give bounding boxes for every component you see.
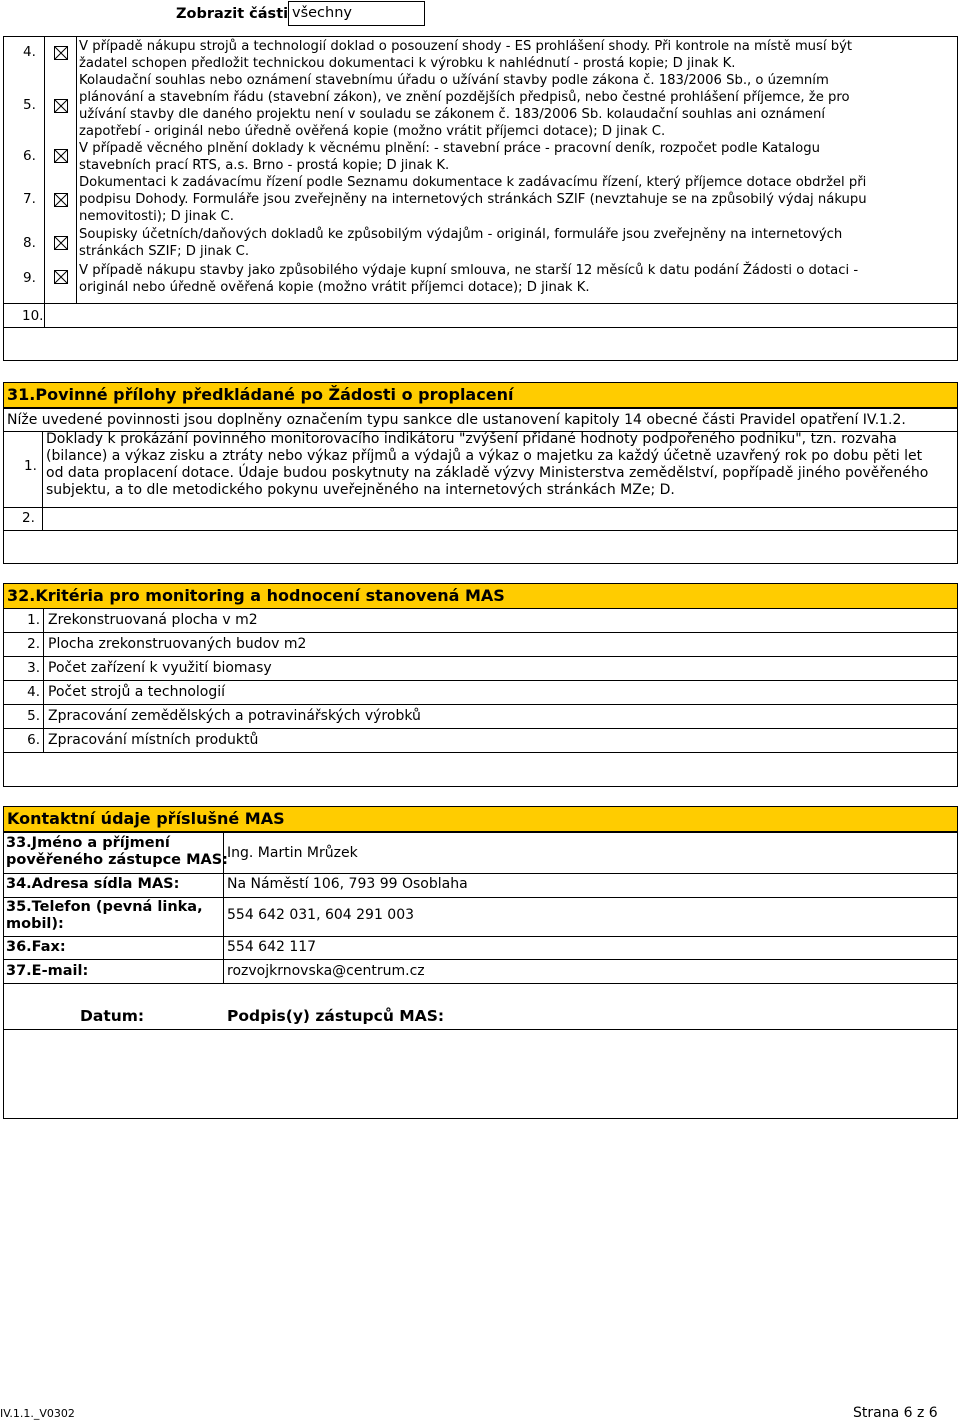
name-label: 33.Jméno a příjmení pověřeného zástupce MAS: — [6, 835, 228, 868]
item-number: 10. — [22, 308, 44, 324]
phone-value: 554 642 031, 604 291 003 — [227, 907, 415, 923]
divider — [3, 1118, 958, 1119]
fax-label: 36.Fax: — [6, 939, 66, 955]
list-item: Soupisky účetních/daňových dokladů ke způsobilým výdajům - originál, formuláře jsou zveřejněny na internetových stránkách SZIF; D jinak C. — [79, 227, 843, 259]
list-item: V případě věcného plnění doklady k věcnému plnění: - stavební práce - pracovní deník, rozpočet podle Katalogu stavebních prací RTS, a.s. Brno - prostá kopie; D jinak K. — [79, 141, 820, 173]
phone-label: 35.Telefon (pevná linka, mobil): — [6, 899, 203, 932]
list-item: Dokumentaci k zadávacímu řízení podle Seznamu dokumentace k zadávacímu řízení, který příjemce dotace obdržel při podpisu Dohody. Formuláře jsou zveřejněny na internetových stránkách SZIF (nevztahuje se na způsobilý výdaj nákupu nemovitosti); D jinak C. — [79, 175, 867, 224]
item-number: 4. — [23, 44, 36, 60]
item-number: 7. — [23, 191, 36, 207]
item-number: 5. — [23, 97, 36, 113]
list-item: Kolaudační souhlas nebo oznámení stavebnímu úřadu o užívání stavby podle zákona č. 183/2006 Sb., o územním plánování a stavebním řádu (stavební zákon), ve znění pozdějších předpisů, nebo čestné prohlášení příjemce, že pro užívání stavby dle daného projektu není v souladu se zákonem č. 183/2006 Sb. kolaudační souhlas ani oznámení zapotřebí - originál nebo úředně ověřená kopie (možno vrátit příjemci dotace); D jinak C. — [79, 73, 850, 139]
list-item: Doklady k prokázání povinného monitorovacího indikátoru "zvýšení přidané hodnoty podpořeného podniku", tzn. rozvaha (bilance) a výkaz zisku a ztráty nebo výkaz příjmů a výdajů a výkaz o majetku za každý účetně uzavřený rok po dobu pěti let od data proplacení dotace. Údaje budou poskytnuty na základě výzvy Ministerstva zemědělství, popřípadě jiného pověřeného subjektu, a to dle metodického pokynu uveřejněného na internetových stránkách MZe; D. — [46, 431, 929, 498]
table-row: 3. Počet zařízení k využití biomasy — [3, 656, 958, 681]
section-filter-select[interactable]: všechny — [288, 1, 425, 26]
section-31-item — [3, 507, 958, 531]
table-row: 1. Zrekonstruovaná plocha v m2 — [3, 608, 958, 633]
column-divider — [44, 37, 45, 327]
signature-label: Podpis(y) zástupců MAS: — [227, 1007, 445, 1025]
contact-title: Kontaktní údaje příslušné MAS — [3, 806, 958, 832]
checkbox-checked-icon[interactable] — [54, 236, 68, 250]
item-number: 9. — [23, 270, 36, 286]
item-number: 6. — [23, 148, 36, 164]
filter-label: Zobrazit části — [176, 6, 289, 22]
address-value: Na Náměstí 106, 793 99 Osoblaha — [227, 876, 468, 892]
divider — [3, 1029, 4, 1119]
item-number: 2. — [22, 510, 35, 526]
divider — [3, 1029, 958, 1030]
email-value: rozvojkrnovska@centrum.cz — [227, 963, 425, 979]
list-item: V případě nákupu stavby jako způsobilého výdaje kupní smlouva, ne starší 12 měsíců k datu podání Žádosti o dotaci - originál nebo úředně ověřená kopie (možno vrátit příjemci dotace); D jinak K. — [79, 263, 859, 295]
table-row: 6. Zpracování místních produktů — [3, 728, 958, 753]
date-label: Datum: — [80, 1007, 145, 1025]
checkbox-checked-icon[interactable] — [54, 270, 68, 284]
divider — [957, 1029, 958, 1119]
checkbox-checked-icon[interactable] — [54, 193, 68, 207]
blank-row — [3, 752, 958, 787]
checkbox-checked-icon[interactable] — [54, 46, 68, 60]
item-number: 1. — [24, 458, 37, 474]
section-32-title: 32.Kritéria pro monitoring a hodnocení stanovená MAS — [3, 583, 958, 609]
form-version: IV.1.1._V0302 — [0, 1407, 75, 1420]
blank-row — [3, 530, 958, 564]
item-number: 8. — [23, 235, 36, 251]
row-divider — [4, 303, 957, 304]
checkbox-checked-icon[interactable] — [54, 149, 68, 163]
section-31-title: 31.Povinné přílohy předkládané po Žádosti o proplacení — [3, 382, 958, 408]
list-item: V případě nákupu strojů a technologií doklad o posouzení shody - ES prohlášení shody. Při kontrole na místě musí být žadatel schopen předložit technickou dokumentaci k výrobku k nahlédnutí - prostá kopie; D jinak K. — [79, 39, 853, 71]
table-row: 2. Plocha zrekonstruovaných budov m2 — [3, 632, 958, 657]
page-number: Strana 6 z 6 — [853, 1405, 938, 1421]
email-label: 37.E-mail: — [6, 963, 89, 979]
column-divider — [76, 37, 77, 303]
section-31-intro: Níže uvedené povinnosti jsou doplněny označením typu sankce dle ustanovení kapitoly 14 obecné části Pravidel opatření IV.1.2. — [3, 408, 958, 432]
checkbox-checked-icon[interactable] — [54, 99, 68, 113]
name-value: Ing. Martin Mrůzek — [227, 845, 358, 861]
fax-value: 554 642 117 — [227, 939, 317, 955]
table-row: 4. Počet strojů a technologií — [3, 680, 958, 705]
table-row: 5. Zpracování zemědělských a potravinářských výrobků — [3, 704, 958, 729]
blank-row — [3, 327, 958, 361]
address-label: 34.Adresa sídla MAS: — [6, 876, 180, 892]
